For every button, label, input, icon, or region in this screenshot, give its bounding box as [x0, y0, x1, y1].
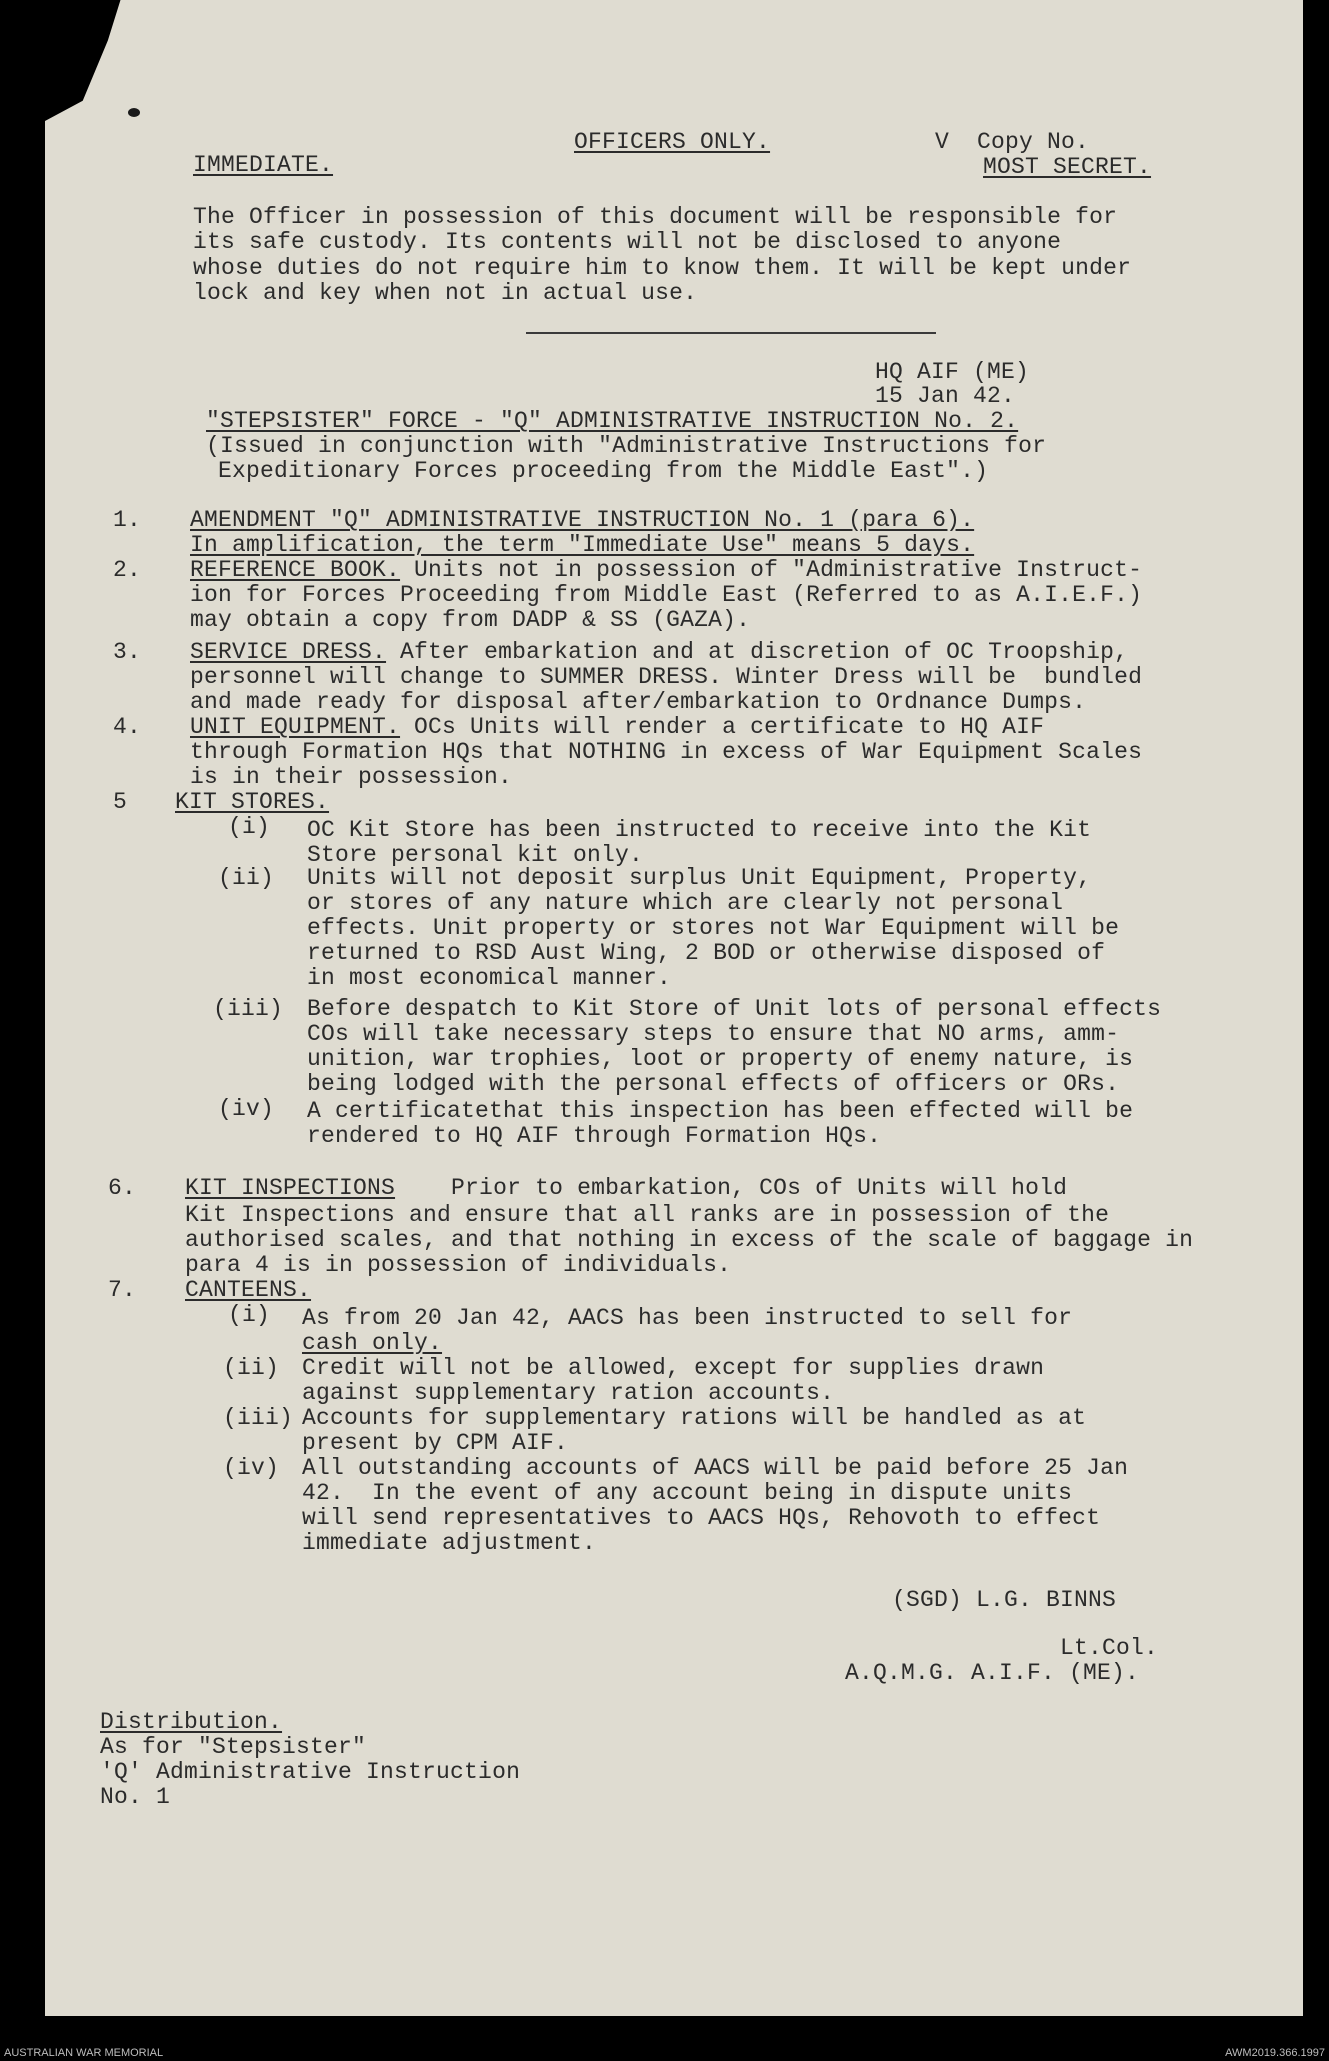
subitem-mark: (i) [228, 814, 271, 840]
subitem-text: rendered to HQ AIF through Formation HQs. [307, 1123, 882, 1149]
para-1-text: In amplification, the term "Immediate Use" means 5 days. [190, 532, 975, 558]
separator-rule [526, 332, 936, 334]
subitem-text: OC Kit Store has been instructed to receive into the Kit [307, 817, 1092, 843]
subitem-text: cash only. [302, 1330, 443, 1356]
subitem-text: COs will take necessary steps to ensure that NO arms, amm- [307, 1021, 1120, 1047]
document-subtitle: Expeditionary Forces proceeding from the Middle East".) [218, 458, 989, 484]
subitem-text: being lodged with the personal effects of officers or ORs. [307, 1071, 1120, 1097]
para-6-text: Kit Inspections and ensure that all ranks are in possession of the [185, 1202, 1110, 1228]
subitem-text: All outstanding accounts of AACS will be paid before 25 Jan [302, 1455, 1129, 1481]
document-title: "STEPSISTER" FORCE - "Q" ADMINISTRATIVE INSTRUCTION No. 2. [206, 408, 1019, 434]
subitem-text: A certificatethat this inspection has been effected will be [307, 1098, 1134, 1124]
para-6-text: authorised scales, and that nothing in excess of the scale of baggage in [185, 1227, 1194, 1253]
para-6-text: Prior to embarkation, COs of Units will hold [395, 1175, 1068, 1201]
para-2-text: ion for Forces Proceeding from Middle East (Referred to as A.I.E.F.) [190, 582, 1143, 608]
most-secret-label: MOST SECRET. [983, 154, 1152, 180]
copy-number-label: V Copy No. [935, 129, 1090, 155]
distribution-heading: Distribution. [100, 1709, 283, 1735]
subitem-mark: (ii) [223, 1355, 280, 1381]
para-3-line [190, 640, 1128, 665]
subitem-text: present by CPM AIF. [302, 1430, 569, 1456]
subitem-text: will send representatives to AACS HQs, Rehovoth to effect [302, 1505, 1101, 1531]
para-6-text: para 4 is in possession of individuals. [185, 1252, 732, 1278]
subitem-text: effects. Unit property or stores not War Equipment will be [307, 915, 1120, 941]
subitem-text: against supplementary ration accounts. [302, 1380, 835, 1406]
archive-credit: AUSTRALIAN WAR MEMORIAL [4, 2047, 164, 2059]
para-2-line [190, 558, 1142, 583]
para-number: 1. [113, 507, 142, 533]
para-4-heading: UNIT EQUIPMENT. [190, 714, 401, 740]
subitem-text: or stores of any nature which are clearly not personal [307, 890, 1064, 916]
distribution-line: As for "Stepsister" [100, 1734, 367, 1760]
para-number: 3. [113, 639, 142, 665]
para-3-text: personnel will change to SUMMER DRESS. Winter Dress will be bundled [190, 664, 1143, 690]
subitem-mark: (i) [228, 1302, 271, 1328]
custody-notice-line: The Officer in possession of this document will be responsible for [193, 204, 1118, 230]
distribution-line: 'Q' Administrative Instruction [100, 1759, 521, 1785]
custody-notice-line: whose duties do not require him to know them. It will be kept under [193, 255, 1132, 281]
para-7-heading: CANTEENS. [185, 1277, 312, 1303]
document-subtitle: (Issued in conjunction with "Administrative Instructions for [206, 433, 1047, 459]
para-number: 6. [108, 1175, 137, 1201]
subitem-mark: (iii) [223, 1405, 294, 1431]
subitem-text: Accounts for supplementary rations will be handled as at [302, 1405, 1087, 1431]
origin-date: 15 Jan 42. [875, 383, 1016, 409]
origin-hq: HQ AIF (ME) [875, 359, 1030, 385]
para-number: 2. [113, 557, 142, 583]
subitem-text: Credit will not be allowed, except for supplies drawn [302, 1355, 1045, 1381]
subitem-text: Before despatch to Kit Store of Unit lots of personal effects [307, 996, 1162, 1022]
para-4-text: is in their possession. [190, 764, 513, 790]
subitem-mark: (iv) [218, 1096, 275, 1122]
signature-rank: Lt.Col. [1060, 1635, 1159, 1661]
para-3-text: After embarkation and at discretion of OC Troopship, [386, 639, 1129, 665]
para-5-heading: KIT STORES. [175, 789, 330, 815]
subitem-text: Units will not deposit surplus Unit Equipment, Property, [307, 865, 1092, 891]
para-4-text: through Formation HQs that NOTHING in excess of War Equipment Scales [190, 739, 1143, 765]
subitem-text: As from 20 Jan 42, AACS has been instructed to sell for [302, 1305, 1073, 1331]
subitem-text: immediate adjustment. [302, 1530, 597, 1556]
para-6-line [185, 1176, 1067, 1201]
signature-name: (SGD) L.G. BINNS [892, 1587, 1117, 1613]
para-2-heading: REFERENCE BOOK. [190, 557, 401, 583]
subitem-mark: (iii) [213, 996, 284, 1022]
subitem-text: Store personal kit only. [307, 842, 644, 868]
custody-notice-line: lock and key when not in actual use. [193, 280, 698, 306]
ink-blot [128, 108, 140, 117]
para-2-text: Units not in possession of "Administrative Instruct- [400, 557, 1143, 583]
para-1-heading: AMENDMENT "Q" ADMINISTRATIVE INSTRUCTION No. 1 (para 6). [190, 507, 975, 533]
subitem-text: unition, war trophies, loot or property of enemy nature, is [307, 1046, 1134, 1072]
subitem-mark: (ii) [218, 865, 275, 891]
para-3-text: and made ready for disposal after/embarkation to Ordnance Dumps. [190, 689, 1087, 715]
archive-reference: AWM2019.366.1997 [1225, 2047, 1325, 2059]
para-4-line [190, 715, 1044, 740]
distribution-line: No. 1 [100, 1784, 171, 1810]
subitem-text: 42. In the event of any account being in dispute units [302, 1480, 1073, 1506]
officers-only-label: OFFICERS ONLY. [574, 129, 771, 155]
para-number: 5 [113, 789, 128, 815]
para-6-heading: KIT INSPECTIONS [185, 1175, 396, 1201]
custody-notice-line: its safe custody. Its contents will not be disclosed to anyone [193, 229, 1062, 255]
para-4-text: OCs Units will render a certificate to HQ AIF [400, 714, 1045, 740]
immediate-label: IMMEDIATE. [193, 152, 334, 178]
para-number: 7. [108, 1277, 137, 1303]
para-3-heading: SERVICE DRESS. [190, 639, 387, 665]
para-number: 4. [113, 714, 142, 740]
subitem-text: returned to RSD Aust Wing, 2 BOD or otherwise disposed of [307, 940, 1106, 966]
subitem-text: in most economical manner. [307, 965, 672, 991]
signature-appointment: A.Q.M.G. A.I.F. (ME). [845, 1660, 1140, 1686]
para-2-text: may obtain a copy from DADP & SS (GAZA). [190, 607, 751, 633]
subitem-mark: (iv) [223, 1455, 280, 1481]
